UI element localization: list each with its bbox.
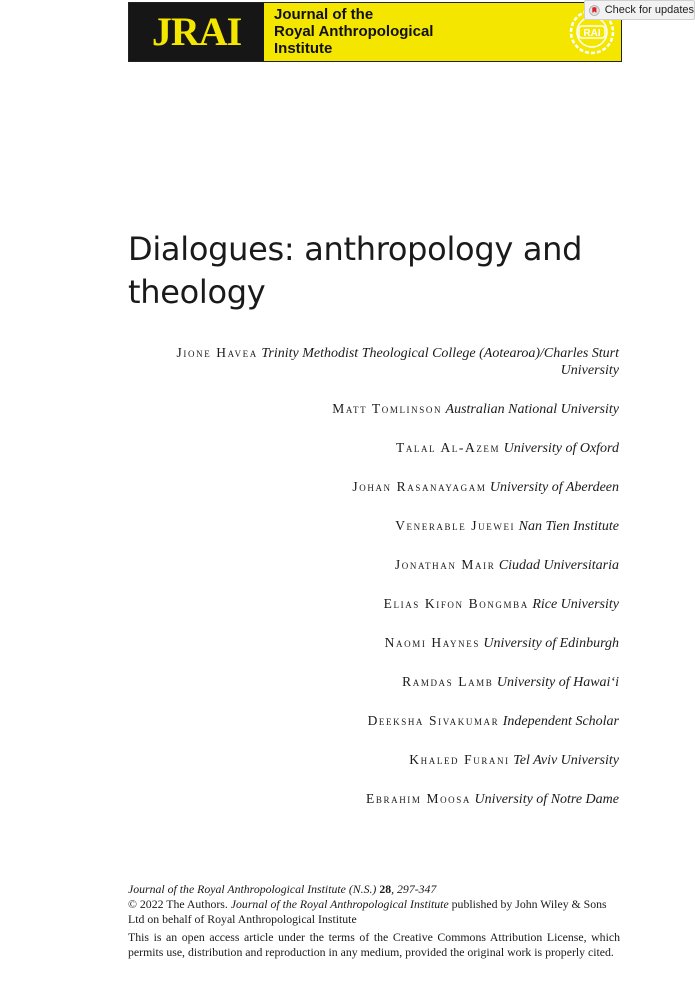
journal-title [264,3,433,61]
author-name: Ebrahim Moosa [366,791,471,806]
journal-logo-block [129,3,264,61]
author-name: Jonathan Mair [394,557,496,572]
author-affiliation: Ciudad Universitaria [498,558,619,573]
citation-volume: 28 [379,882,392,896]
author-affiliation: University of Edinburgh [483,636,619,651]
author-entry [159,712,619,730]
author-name: Khaled Furani [409,752,510,767]
citation-pages: , 297-347 [391,882,437,896]
journal-title-line: Institute [274,40,333,57]
journal-title-line: Journal of the [274,6,374,23]
rai-badge-text: RAI [583,28,601,39]
author-entry [159,595,619,613]
author-affiliation: Tel Aviv University [513,753,619,768]
author-affiliation: Trinity Methodist Theological College (Aotearoa)/Charles Sturt University [261,346,619,378]
copyright-line [128,897,620,927]
author-entry [159,673,619,691]
author-entry [159,344,619,379]
journal-banner [128,2,622,62]
author-affiliation: Australian National University [445,402,619,417]
author-entry [159,751,619,769]
author-entry [159,556,619,574]
copyright-journal: Journal of the Royal Anthropological Institute [230,897,449,911]
author-name: Talal Al-Azem [395,440,501,455]
author-entry [159,400,619,418]
article-footer [128,882,620,960]
author-affiliation: University of Aberdeen [489,480,619,495]
license-notice: This is an open access article under the terms of the Creative Commons Attribution License, which permits use, distribution and reproduction in any medium, provided the original work is properly cited. [128,930,620,959]
author-entry [159,634,619,652]
citation-line [128,882,620,897]
author-name: Elias Kifon Bongmba [383,596,529,611]
author-entry [159,439,619,457]
article-title: Dialogues: anthropology and theology [128,230,583,311]
author-name: Naomi Haynes [384,635,480,650]
copyright-prefix: © 2022 The Authors. [128,897,231,911]
author-list [159,344,619,829]
author-name: Venerable Juewei [395,518,516,533]
author-name: Deeksha Sivakumar [367,713,500,728]
author-name: Matt Tomlinson [332,401,443,416]
journal-title-line: Royal Anthropological [274,23,434,40]
author-affiliation: University of Oxford [503,441,619,456]
citation-journal: Journal of the Royal Anthropological Institute (N.S.) [128,882,377,896]
author-name: Johan Rasanayagam [352,479,487,494]
check-for-updates-label: Check for updates [604,4,694,16]
crossmark-icon [589,4,600,17]
author-affiliation: Nan Tien Institute [518,519,619,534]
author-name: Jione Havea [176,345,258,360]
author-affiliation: Rice University [532,597,619,612]
check-for-updates-button[interactable] [584,0,695,20]
author-entry [159,790,619,808]
author-entry [159,517,619,535]
author-affiliation: University of Hawai‘i [496,675,619,690]
author-entry [159,478,619,496]
author-affiliation: Independent Scholar [502,714,619,729]
author-affiliation: University of Notre Dame [474,792,619,807]
author-name: Ramdas Lamb [402,674,494,689]
journal-logo: JRAI [151,9,242,54]
copyright-suffix: published by John Wiley & Sons Ltd on behalf of Royal Anthropological Institute [128,897,607,926]
